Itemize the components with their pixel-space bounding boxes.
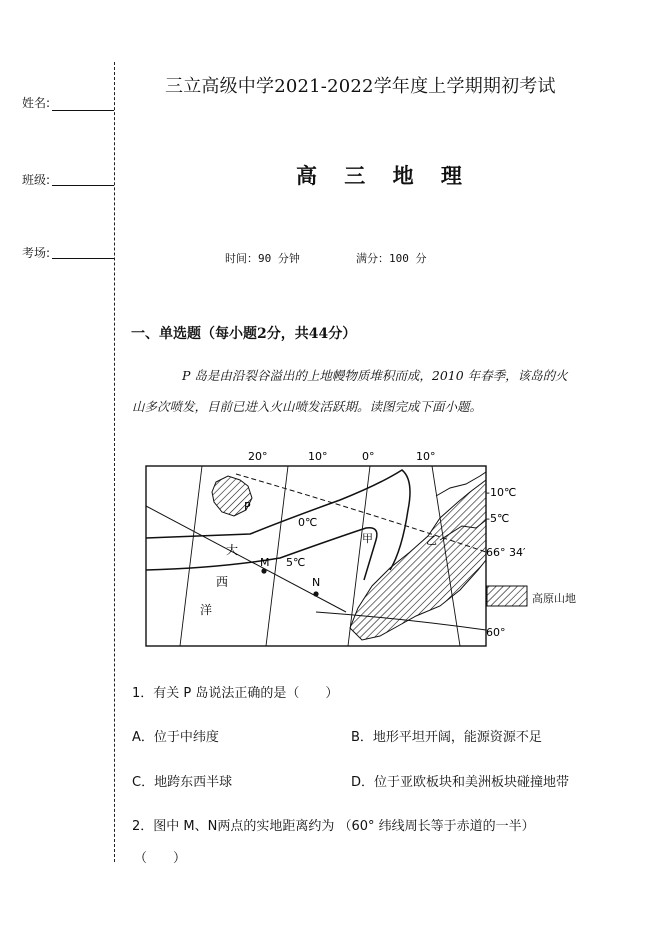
lon-label-10e: 10°: [416, 450, 436, 463]
q1-option-c: C．地跨东西半球: [132, 775, 233, 790]
legend-label: 高原山地: [532, 592, 576, 605]
lon-label-10w: 10°: [308, 450, 328, 463]
label-ocean-da: 大: [226, 543, 239, 557]
isotherm-label-5: 5℃: [286, 556, 306, 569]
question-1: 1．有关 P 岛说法正确的是（ ）: [132, 686, 339, 701]
name-label: 姓名:: [22, 96, 51, 110]
isotherm-5c: [146, 528, 377, 580]
isotherm-label-neg10: -10℃: [486, 486, 517, 499]
question-2: 2．图中 M、N两点的实地距离约为 （60° 纬线周长等于赤道的一半）: [132, 819, 535, 834]
label-m: M: [260, 556, 270, 569]
label-ocean-yang: 洋: [200, 603, 213, 617]
label-jia: 甲: [362, 532, 373, 545]
section-title: 一、单选题（每小题2分，共44分）: [131, 326, 357, 342]
class-field[interactable]: [52, 185, 114, 186]
isotherm-label-neg5: -5℃: [486, 512, 510, 525]
q1-option-b: B．地形平坦开阔，能源资源不足: [351, 730, 542, 745]
q1-option-a: A．位于中纬度: [132, 730, 219, 745]
label-n: N: [312, 576, 321, 589]
room-field[interactable]: [52, 258, 114, 259]
meridian-20w: [180, 466, 202, 646]
exam-time: 时间：90 分钟: [225, 252, 300, 265]
point-n-dot: [313, 591, 318, 596]
q1-option-d: D．位于亚欧板块和美洲板块碰撞地带: [351, 775, 570, 790]
passage-line-2: 山多次喷发，目前已进入火山喷发活跃期。读图完成下面小题。: [132, 399, 483, 414]
label-ocean-xi: 西: [216, 575, 229, 589]
class-label: 班级:: [22, 173, 51, 187]
lat-label-60: 60°: [486, 626, 506, 639]
lon-label-0: 0°: [362, 450, 375, 463]
legend-swatch: [487, 586, 527, 606]
iceland-map-figure: [140, 440, 590, 650]
exam-score: 满分：100 分: [356, 252, 427, 265]
subject-title: 高 三 地 理: [296, 163, 472, 188]
room-label: 考场:: [22, 246, 51, 260]
lon-label-20: 20°: [248, 450, 268, 463]
label-yi: 乙: [426, 534, 437, 547]
isotherm-0c: [146, 470, 410, 570]
passage-line-1: P 岛是由沿裂谷溢出的上地幔物质堆积而成，2010 年春季，该岛的火: [182, 368, 568, 383]
q2-answer-blank: （ ）: [134, 851, 187, 866]
point-m-dot: [261, 568, 266, 573]
binding-dashed-line: [114, 62, 115, 862]
exam-title: 三立高级中学2021-2022学年度上学期期初考试: [165, 76, 556, 97]
lat-label-arctic: 66° 34′: [486, 546, 526, 559]
name-field[interactable]: [52, 110, 114, 111]
label-p: P: [244, 500, 251, 513]
isotherm-label-0: 0℃: [298, 516, 318, 529]
